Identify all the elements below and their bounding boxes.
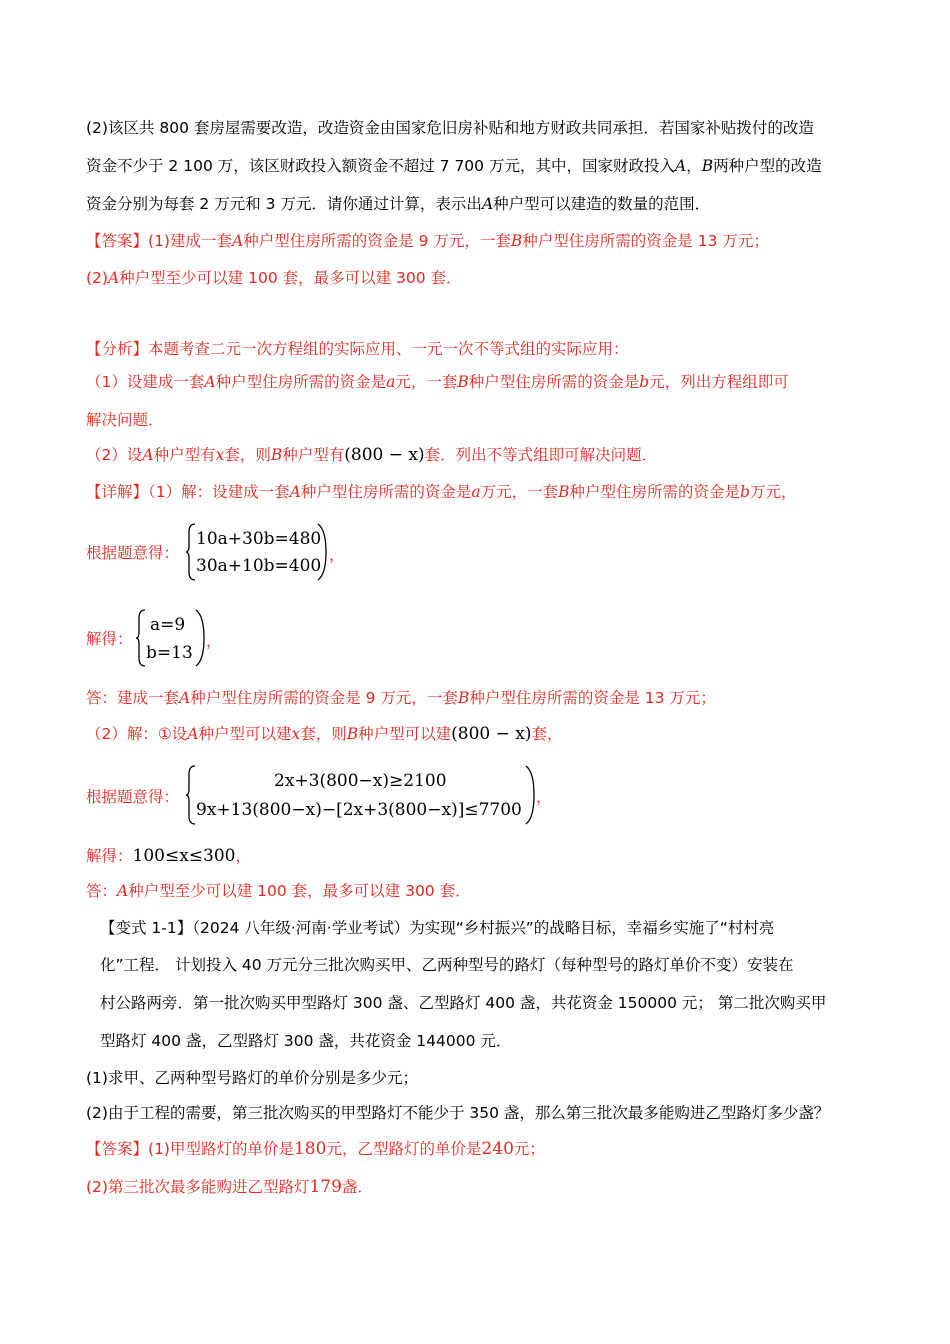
- solve-label-2: 解得：100≤x≤300，: [86, 846, 252, 866]
- equation-system-1: [186, 522, 346, 582]
- solve-label-1: 解得：: [86, 630, 133, 648]
- system-1-comma: ，: [329, 546, 345, 564]
- analysis-point-1-cont: 解决问题．: [86, 411, 164, 429]
- equation-1: 10a+30b=480: [196, 529, 322, 549]
- paren-expression-2: (800 − x): [451, 724, 532, 744]
- detail-answer-2: 答：A种户型至少可以建 100 套，最多可以建 300 套．: [86, 882, 471, 900]
- by-meaning-label-1: 根据题意得：: [86, 544, 180, 562]
- solution-range: 100≤x≤300: [132, 846, 236, 866]
- analysis-intro: 【分析】本题考查二元一次方程组的实际应用、一元一次不等式组的实际应用：: [86, 340, 629, 358]
- detail-answer-1: 答：建成一套A种户型住房所需的资金是 9 万元，一套B种户型住房所需的资金是 13 万元；: [86, 689, 716, 707]
- variant-question-2: (2)由于工程的需要，第三批次购买的甲型路灯不能少于 350 盏，那么第三批次最多能购进乙型路灯多少盏？: [86, 1104, 830, 1122]
- inequality-1: 2x+3(800−x)≥2100: [274, 771, 447, 791]
- answer-line-2: (2)A种户型至少可以建 100 套，最多可以建 300 套．: [86, 269, 462, 287]
- variant-answer-1: 【答案】(1)甲型路灯的单价是180元，乙型路灯的单价是240元；: [86, 1139, 545, 1159]
- analysis-point-2: （2）设A种户型有x套，则B种户型有(800 − x)套．列出不等式组即可解决问题．: [86, 445, 658, 465]
- solution-system-1: [136, 608, 226, 668]
- inequality-comma: ，: [536, 788, 552, 806]
- variant-line-3: 村公路两旁．第一批次购买甲型路灯 300 盏、乙型路灯 400 盏，共花资金 150000 元； 第二批次购买甲: [100, 994, 827, 1012]
- by-meaning-label-2: 根据题意得：: [86, 788, 180, 806]
- equation-2: 30a+10b=400: [196, 556, 322, 576]
- variant-question-1: (1)求甲、乙两种型号路灯的单价分别是多少元；: [86, 1069, 418, 1087]
- inequality-system: [186, 764, 556, 826]
- answer-line-1: 【答案】(1)建成一套A种户型住房所需的资金是 9 万元，一套B种户型住房所需的资金是 13 万元；: [86, 232, 769, 250]
- inequality-2: 9x+13(800−x)−[2x+3(800−x)]≤7700: [196, 800, 522, 820]
- variant-line-4: 型路灯 400 盏，乙型路灯 300 盏，共花资金 144000 元．: [100, 1032, 512, 1050]
- solution-1-comma: ，: [206, 632, 222, 650]
- detail-line-1: 【详解】（1）解：设建成一套A种户型住房所需的资金是a万元，一套B种户型住房所需的资金是b万元，: [86, 483, 797, 501]
- variant-line-2: 化”工程． 计划投入 40 万元分三批次购买甲、乙两种型号的路灯（每种型号的路灯单价不变）安装在: [100, 956, 794, 974]
- question-2-line-3: 资金分别为每套 2 万元和 3 万元．请你通过计算，表示出A种户型可以建造的数量的范围．: [86, 195, 711, 213]
- paren-expression: (800 − x): [344, 445, 425, 465]
- question-2-line-1: (2)该区共 800 套房屋需要改造，改造资金由国家危旧房补贴和地方财政共同承担．若国家补贴拨付的改造: [86, 119, 814, 137]
- solution-b: b=13: [146, 643, 193, 663]
- question-2-line-2: 资金不少于 2 100 万，该区财政投入额资金不超过 7 700 万元，其中，国家财政投入A，B两种户型的改造: [86, 157, 822, 175]
- detail-part-2: （2）解：①设A种户型可以建x套，则B种户型可以建(800 − x)套，: [86, 724, 563, 744]
- solution-a: a=9: [150, 615, 186, 635]
- analysis-point-1: （1）设建成一套A种户型住房所需的资金是a元，一套B种户型住房所需的资金是b元，列出方程组即可: [86, 373, 789, 391]
- variant-line-1: 【变式 1-1】（2024 八年级·河南·学业考试）为实现“乡村振兴”的战略目标，幸福乡实施了“村村亮: [100, 919, 775, 937]
- variant-answer-2: (2)第三批次最多能购进乙型路灯179盏．: [86, 1177, 373, 1197]
